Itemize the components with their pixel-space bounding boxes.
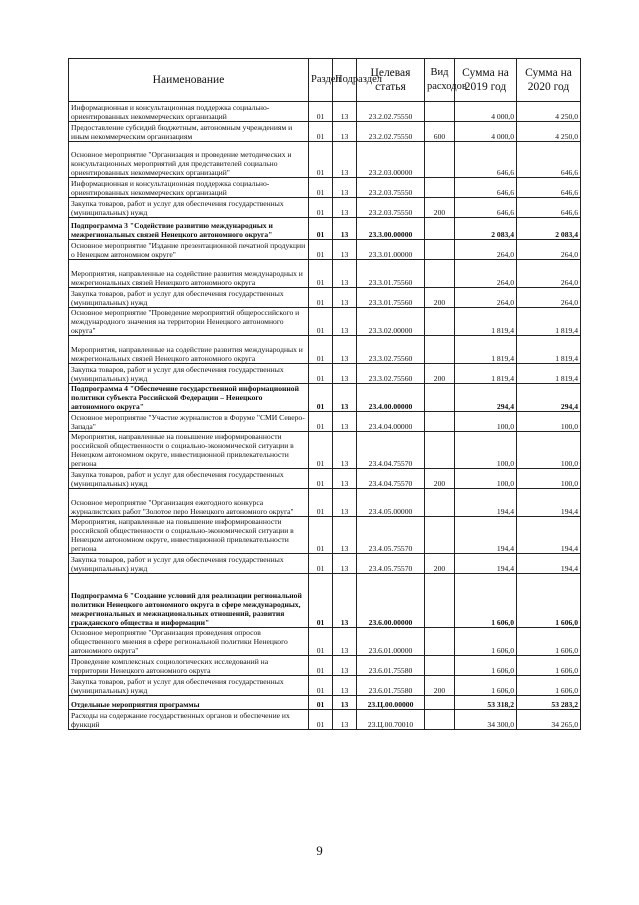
row-expense-type — [425, 218, 455, 240]
row-sum-2020: 4 250,0 — [517, 122, 581, 142]
header-subsection: Подраздел — [333, 59, 357, 102]
row-target: 23.3.02.75560 — [357, 336, 425, 364]
table-row — [69, 122, 581, 142]
row-expense-type — [425, 260, 455, 288]
row-section: 01 — [309, 102, 333, 122]
row-expense-type — [425, 178, 455, 198]
row-subsection: 13 — [333, 676, 357, 696]
row-section: 01 — [309, 288, 333, 308]
row-target: 23.4.05.75570 — [357, 554, 425, 574]
row-subsection: 13 — [333, 178, 357, 198]
row-sum-2019: 100,0 — [455, 469, 517, 489]
row-sum-2019: 1 606,0 — [455, 574, 517, 628]
row-subsection: 13 — [333, 710, 357, 730]
row-expense-type — [425, 517, 455, 554]
row-section: 01 — [309, 469, 333, 489]
row-expense-type: 200 — [425, 676, 455, 696]
table-row — [69, 517, 581, 554]
row-sum-2019: 264,0 — [455, 288, 517, 308]
row-sum-2019: 646,6 — [455, 142, 517, 178]
row-name: Основное мероприятие "Издание презентационной печатной продукции о Ненецком автономном округе" — [69, 240, 309, 260]
row-subsection: 13 — [333, 412, 357, 432]
row-sum-2019: 100,0 — [455, 412, 517, 432]
row-name: Основное мероприятие "Проведение мероприятий общероссийского и международного значения на территории Ненецкого автономного округа" — [69, 308, 309, 336]
row-target: 23.6.01.75580 — [357, 656, 425, 676]
row-subsection: 13 — [333, 432, 357, 469]
row-name: Подпрограмма 4 "Обеспечение государственной информационной политики субъекта Российской Федерации – Ненецкого автономного округа" — [69, 384, 309, 412]
row-subsection: 13 — [333, 198, 357, 218]
row-sum-2019: 194,4 — [455, 554, 517, 574]
row-subsection: 13 — [333, 142, 357, 178]
row-target: 23.Ц.00.70010 — [357, 710, 425, 730]
row-name: Закупка товаров, работ и услуг для обеспечения государственных (муниципальных) нужд — [69, 469, 309, 489]
row-target: 23.Ц.00.00000 — [357, 696, 425, 710]
row-sum-2020: 100,0 — [517, 412, 581, 432]
table-row — [69, 710, 581, 730]
row-target: 23.3.02.00000 — [357, 308, 425, 336]
row-sum-2019: 53 318,2 — [455, 696, 517, 710]
row-expense-type — [425, 336, 455, 364]
row-sum-2020: 294,4 — [517, 384, 581, 412]
row-subsection: 13 — [333, 628, 357, 656]
row-sum-2020: 100,0 — [517, 432, 581, 469]
row-subsection: 13 — [333, 102, 357, 122]
row-sum-2020: 1 606,0 — [517, 656, 581, 676]
row-sum-2020: 1 819,4 — [517, 364, 581, 384]
row-name: Основное мероприятие "Организация и проведение методических и консультационных мероприятий для представителей социально ориентированных некоммерческих организаций" — [69, 142, 309, 178]
row-name: Мероприятия, направленные на содействие развития международных и межрегиональных связей Ненецкого автономного округа — [69, 260, 309, 288]
row-section: 01 — [309, 628, 333, 656]
row-sum-2020: 264,0 — [517, 240, 581, 260]
row-sum-2020: 1 606,0 — [517, 676, 581, 696]
row-section: 01 — [309, 308, 333, 336]
table-row — [69, 308, 581, 336]
row-expense-type — [425, 142, 455, 178]
row-target: 23.4.05.75570 — [357, 517, 425, 554]
table-row — [69, 142, 581, 178]
table-row — [69, 336, 581, 364]
row-sum-2020: 646,6 — [517, 198, 581, 218]
row-sum-2020: 194,4 — [517, 489, 581, 517]
row-expense-type — [425, 412, 455, 432]
header-name: Наименование — [69, 59, 309, 102]
row-name: Информационная и консультационная поддержка социально-ориентированных некоммерческих организаций — [69, 178, 309, 198]
row-section: 01 — [309, 178, 333, 198]
header-sum-2020: Сумма на 2020 год — [517, 59, 581, 102]
row-name: Предоставление субсидий бюджетным, автономным учреждениям и иным некоммерческим организациям — [69, 122, 309, 142]
row-sum-2019: 34 300,0 — [455, 710, 517, 730]
page-number: 9 — [316, 843, 323, 858]
row-expense-type — [425, 432, 455, 469]
table-row — [69, 628, 581, 656]
row-section: 01 — [309, 489, 333, 517]
row-name: Основное мероприятие "Организация ежегодного конкурса журналистских работ "Золотое перо Ненецкого автономного округа" — [69, 489, 309, 517]
row-sum-2019: 1 606,0 — [455, 628, 517, 656]
row-section: 01 — [309, 554, 333, 574]
row-sum-2019: 4 000,0 — [455, 122, 517, 142]
row-sum-2019: 264,0 — [455, 260, 517, 288]
row-name: Расходы на содержание государственных органов и обеспечение их функций — [69, 710, 309, 730]
table-row — [69, 102, 581, 122]
row-name: Закупка товаров, работ и услуг для обеспечения государственных (муниципальных) нужд — [69, 288, 309, 308]
table-row — [69, 676, 581, 696]
row-sum-2020: 4 250,0 — [517, 102, 581, 122]
row-expense-type — [425, 628, 455, 656]
row-name: Отдельные мероприятия программы — [69, 696, 309, 710]
table-row — [69, 288, 581, 308]
table-row — [69, 260, 581, 288]
row-subsection: 13 — [333, 288, 357, 308]
row-name: Основное мероприятие "Участие журналистов в Форуме "СМИ Северо-Запада" — [69, 412, 309, 432]
row-section: 01 — [309, 122, 333, 142]
row-subsection: 13 — [333, 574, 357, 628]
row-sum-2020: 264,0 — [517, 260, 581, 288]
row-name: Проведение комплексных социологических исследований на территории Ненецкого автономного округа — [69, 656, 309, 676]
row-name: Закупка товаров, работ и услуг для обеспечения государственных (муниципальных) нужд — [69, 364, 309, 384]
row-sum-2020: 34 265,0 — [517, 710, 581, 730]
row-sum-2020: 1 606,0 — [517, 574, 581, 628]
row-section: 01 — [309, 656, 333, 676]
row-expense-type — [425, 308, 455, 336]
row-target: 23.2.03.75550 — [357, 178, 425, 198]
row-target: 23.6.01.00000 — [357, 628, 425, 656]
table-row — [69, 384, 581, 412]
row-sum-2020: 1 819,4 — [517, 308, 581, 336]
row-target: 23.3.00.00000 — [357, 218, 425, 240]
header-expense-type: Вид расходов — [425, 59, 455, 102]
row-target: 23.3.02.75560 — [357, 364, 425, 384]
table-header-row — [69, 59, 581, 102]
row-sum-2020: 194,4 — [517, 554, 581, 574]
row-subsection: 13 — [333, 696, 357, 710]
table-row — [69, 198, 581, 218]
row-expense-type: 200 — [425, 288, 455, 308]
row-subsection: 13 — [333, 240, 357, 260]
row-subsection: 13 — [333, 336, 357, 364]
row-sum-2019: 1 606,0 — [455, 676, 517, 696]
row-sum-2020: 1 606,0 — [517, 628, 581, 656]
row-target: 23.2.03.00000 — [357, 142, 425, 178]
row-sum-2019: 4 000,0 — [455, 102, 517, 122]
row-target: 23.4.04.00000 — [357, 412, 425, 432]
table-row — [69, 364, 581, 384]
row-target: 23.2.02.75550 — [357, 122, 425, 142]
row-section: 01 — [309, 384, 333, 412]
row-name: Информационная и консультационная поддержка социально-ориентированных некоммерческих организаций — [69, 102, 309, 122]
row-section: 01 — [309, 364, 333, 384]
row-section: 01 — [309, 696, 333, 710]
row-name: Закупка товаров, работ и услуг для обеспечения государственных (муниципальных) нужд — [69, 554, 309, 574]
row-expense-type: 600 — [425, 122, 455, 142]
row-sum-2019: 646,6 — [455, 178, 517, 198]
row-sum-2019: 1 819,4 — [455, 308, 517, 336]
row-subsection: 13 — [333, 122, 357, 142]
row-expense-type — [425, 489, 455, 517]
row-subsection: 13 — [333, 489, 357, 517]
row-expense-type — [425, 240, 455, 260]
row-target: 23.4.04.75570 — [357, 432, 425, 469]
row-section: 01 — [309, 260, 333, 288]
table-row — [69, 432, 581, 469]
row-sum-2020: 1 819,4 — [517, 336, 581, 364]
row-name: Мероприятия, направленные на повышение информированности российской общественности о социально-экономической ситуации в Ненецком автономном округе, инвестиционной привлекательности региона — [69, 432, 309, 469]
row-section: 01 — [309, 676, 333, 696]
table-row — [69, 178, 581, 198]
table-row — [69, 656, 581, 676]
row-name: Основное мероприятие "Организация проведения опросов общественного мнения в сфере региональной политики Ненецкого автономного округа" — [69, 628, 309, 656]
row-target: 23.4.00.00000 — [357, 384, 425, 412]
table-row — [69, 412, 581, 432]
table-row — [69, 696, 581, 710]
row-section: 01 — [309, 218, 333, 240]
row-subsection: 13 — [333, 469, 357, 489]
table-row — [69, 240, 581, 260]
row-section: 01 — [309, 710, 333, 730]
row-target: 23.6.00.00000 — [357, 574, 425, 628]
row-sum-2020: 646,6 — [517, 178, 581, 198]
row-expense-type — [425, 656, 455, 676]
row-expense-type — [425, 696, 455, 710]
row-name: Закупка товаров, работ и услуг для обеспечения государственных (муниципальных) нужд — [69, 198, 309, 218]
row-expense-type: 200 — [425, 469, 455, 489]
row-expense-type: 200 — [425, 554, 455, 574]
row-sum-2020: 53 283,2 — [517, 696, 581, 710]
row-expense-type — [425, 710, 455, 730]
row-subsection: 13 — [333, 554, 357, 574]
row-sum-2019: 1 606,0 — [455, 656, 517, 676]
row-sum-2019: 1 819,4 — [455, 336, 517, 364]
row-subsection: 13 — [333, 384, 357, 412]
budget-table — [68, 58, 581, 730]
row-name: Мероприятия, направленные на повышение информированности российской общественности о социально-экономической ситуации в Ненецком автономном округе, инвестиционной привлекательности региона — [69, 517, 309, 554]
row-subsection: 13 — [333, 308, 357, 336]
row-expense-type — [425, 102, 455, 122]
row-section: 01 — [309, 517, 333, 554]
row-subsection: 13 — [333, 260, 357, 288]
row-sum-2020: 264,0 — [517, 288, 581, 308]
row-sum-2020: 2 083,4 — [517, 218, 581, 240]
row-subsection: 13 — [333, 218, 357, 240]
header-section: Раздел — [309, 59, 333, 102]
row-expense-type: 200 — [425, 198, 455, 218]
row-sum-2019: 1 819,4 — [455, 364, 517, 384]
row-target: 23.2.03.75550 — [357, 198, 425, 218]
row-section: 01 — [309, 142, 333, 178]
row-target: 23.3.01.00000 — [357, 240, 425, 260]
row-sum-2019: 194,4 — [455, 489, 517, 517]
row-sum-2019: 264,0 — [455, 240, 517, 260]
row-subsection: 13 — [333, 364, 357, 384]
table-row — [69, 574, 581, 628]
row-target: 23.4.04.75570 — [357, 469, 425, 489]
row-section: 01 — [309, 412, 333, 432]
table-body — [69, 102, 581, 730]
row-expense-type — [425, 574, 455, 628]
header-target: Целевая статья — [357, 59, 425, 102]
row-name: Закупка товаров, работ и услуг для обеспечения государственных (муниципальных) нужд — [69, 676, 309, 696]
row-expense-type — [425, 384, 455, 412]
row-target: 23.3.01.75560 — [357, 288, 425, 308]
row-section: 01 — [309, 574, 333, 628]
table-row — [69, 554, 581, 574]
row-expense-type: 200 — [425, 364, 455, 384]
row-target: 23.3.01.75560 — [357, 260, 425, 288]
row-target: 23.4.05.00000 — [357, 489, 425, 517]
row-sum-2019: 646,6 — [455, 198, 517, 218]
row-target: 23.2.02.75550 — [357, 102, 425, 122]
row-sum-2020: 646,6 — [517, 142, 581, 178]
table-row — [69, 218, 581, 240]
row-sum-2019: 100,0 — [455, 432, 517, 469]
header-sum-2019: Сумма на 2019 год — [455, 59, 517, 102]
row-sum-2020: 194,4 — [517, 517, 581, 554]
table-row — [69, 469, 581, 489]
row-sum-2019: 2 083,4 — [455, 218, 517, 240]
row-section: 01 — [309, 240, 333, 260]
row-name: Подпрограмма 3 "Содействие развитию международных и межрегиональных связей Ненецкого автономного округа" — [69, 218, 309, 240]
row-sum-2020: 100,0 — [517, 469, 581, 489]
row-section: 01 — [309, 198, 333, 218]
row-sum-2019: 294,4 — [455, 384, 517, 412]
row-name: Мероприятия, направленные на содействие развития международных и межрегиональных связей Ненецкого автономного округа — [69, 336, 309, 364]
row-sum-2019: 194,4 — [455, 517, 517, 554]
row-section: 01 — [309, 336, 333, 364]
row-subsection: 13 — [333, 517, 357, 554]
row-section: 01 — [309, 432, 333, 469]
row-subsection: 13 — [333, 656, 357, 676]
table-row — [69, 489, 581, 517]
row-name: Подпрограмма 6 "Создание условий для реализации региональной политики Ненецкого автономного округа в сфере международных, межрегиональных и межнациональных отношений, развития гражданского общества и информации" — [69, 574, 309, 628]
row-target: 23.6.01.75580 — [357, 676, 425, 696]
